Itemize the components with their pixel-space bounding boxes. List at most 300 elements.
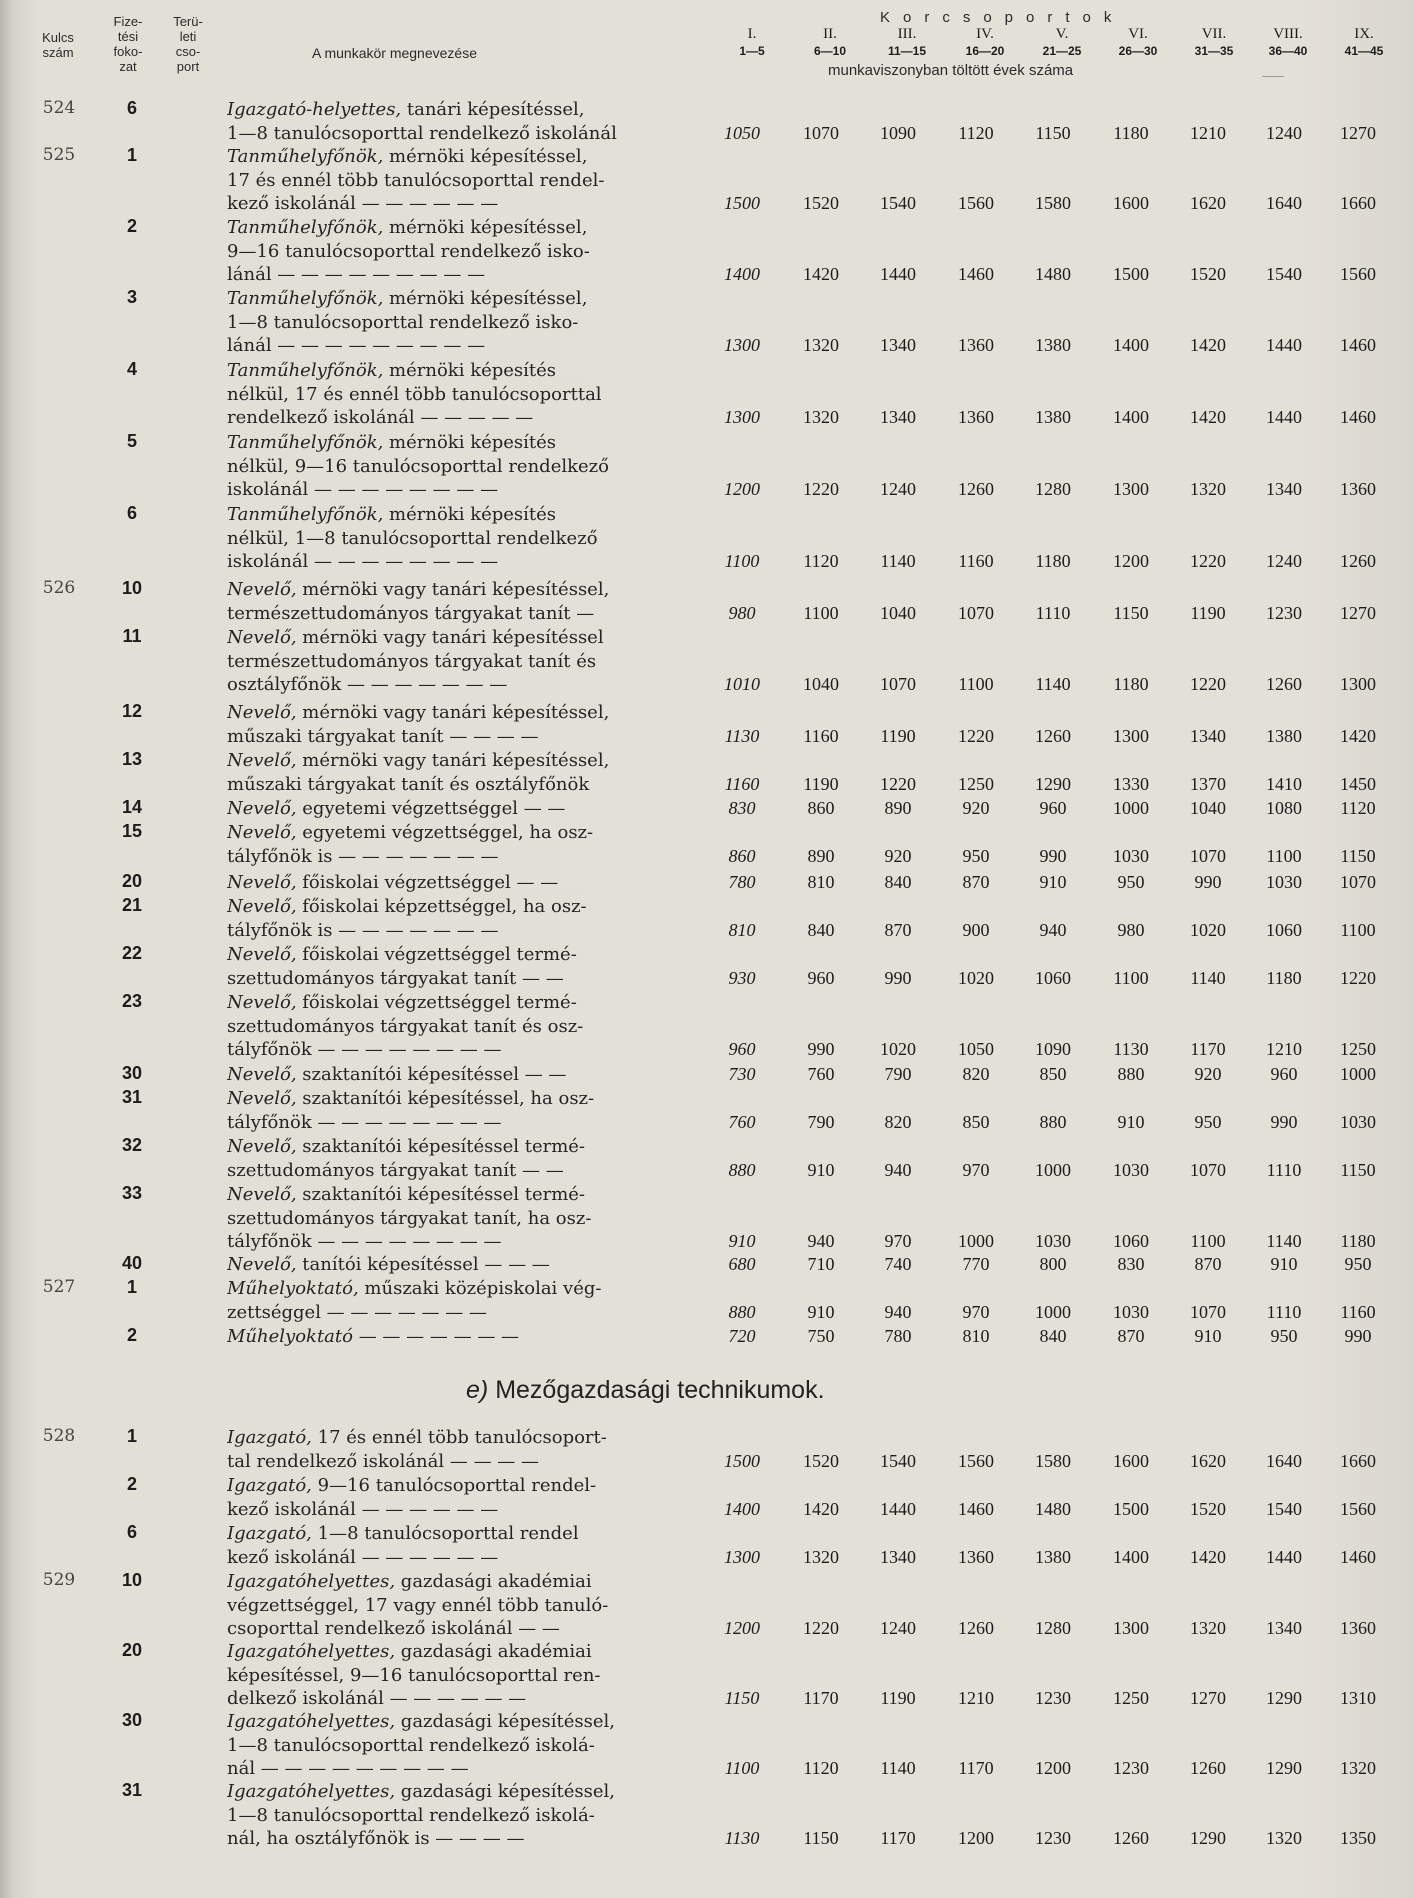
- salary-cell: 1540: [880, 193, 916, 213]
- desc-text: főiskolai végzettséggel termé-: [296, 944, 577, 965]
- desc-text: természettudományos tárgyakat tanít —: [227, 602, 595, 624]
- salary-cell: 1120: [803, 551, 839, 571]
- desc-text: természettudományos tárgyakat tanít és: [227, 650, 597, 672]
- desc-line: [227, 334, 689, 358]
- desc-line: [227, 821, 689, 845]
- salary-cell: 1580: [1035, 193, 1071, 213]
- salary-cell: 1260: [958, 1618, 994, 1638]
- desc-text: műszaki tárgyakat tanít és osztályfőnök: [227, 773, 590, 795]
- desc-text: tal rendelkező iskolánál — — — —: [227, 1450, 540, 1472]
- desc-line: [227, 431, 689, 455]
- salary-cell: 830: [1117, 1254, 1145, 1274]
- kulcs-cell: 524: [42, 98, 76, 118]
- salary-cell: 1000: [1035, 1159, 1071, 1180]
- desc-text: tályfőnök is — — — — — — —: [227, 919, 499, 941]
- table-row: [0, 797, 1414, 821]
- desc-text: 1—8 tanulócsoporttal rendelkező iskolá-: [227, 1804, 595, 1826]
- fokozat-cell: 12: [121, 701, 143, 721]
- desc-text: mérnöki képesítéssel,: [383, 288, 588, 309]
- salary-cell: 1190: [880, 1688, 916, 1708]
- salary-cell: 1210: [958, 1688, 994, 1708]
- munkakor-cell: [227, 216, 689, 287]
- desc-line: [227, 1594, 689, 1618]
- salary-cell: 840: [1039, 1326, 1067, 1346]
- salary-cell: 1660: [1340, 193, 1376, 213]
- column-roman: VII.: [1201, 26, 1227, 42]
- column-header: [1330, 25, 1398, 59]
- table-row: [0, 1135, 1414, 1182]
- salary-cell: 680: [728, 1254, 756, 1274]
- job-title: Nevelő,: [227, 750, 297, 771]
- salary-cell: 970: [962, 1301, 990, 1322]
- column-header: [873, 25, 941, 59]
- section-title: [466, 1376, 825, 1405]
- header-fizetesi-line: tési: [117, 29, 139, 44]
- desc-line: [227, 991, 689, 1015]
- salary-cell: 1360: [1340, 479, 1376, 499]
- desc-text: lánál — — — — — — — — —: [227, 264, 486, 285]
- job-title: Nevelő,: [227, 1088, 297, 1109]
- salary-cell: 1000: [958, 1231, 994, 1251]
- munkakor-cell: [227, 943, 689, 990]
- kulcs-cell: 528: [42, 1426, 76, 1446]
- desc-text: szettudományos tárgyakat tanít — —: [227, 967, 564, 989]
- table-row: [0, 1780, 1414, 1851]
- column-roman: I.: [747, 26, 757, 42]
- column-roman: IV.: [976, 26, 994, 42]
- salary-cell: 880: [728, 1159, 756, 1180]
- salary-cell: 1260: [1266, 674, 1302, 694]
- salary-cell: 1420: [803, 1498, 839, 1519]
- salary-cell: 1150: [1340, 845, 1376, 866]
- desc-text: gazdasági akadémiai: [395, 1641, 592, 1662]
- salary-cell: 940: [1039, 919, 1067, 940]
- desc-line: [227, 1063, 689, 1087]
- salary-cell: 1100: [1190, 1231, 1226, 1251]
- salary-cell: 1500: [724, 1450, 760, 1471]
- desc-line: [227, 1230, 689, 1254]
- desc-text: nélkül, 9—16 tanulócsoporttal rendelkező: [227, 455, 609, 477]
- salary-cell: 1150: [1035, 122, 1071, 143]
- munkakor-cell: [227, 1640, 689, 1711]
- desc-line: [227, 1301, 689, 1325]
- column-header: [718, 25, 786, 59]
- salary-cell: 1320: [1266, 1828, 1302, 1848]
- salary-cell: 1150: [1340, 1159, 1376, 1180]
- salary-cell: 1360: [1340, 1618, 1376, 1638]
- job-title: Igazgatóhelyettes,: [227, 1711, 396, 1732]
- desc-text: csoporttal rendelkező iskolánál — —: [227, 1618, 560, 1639]
- column-range: 26—30: [1118, 44, 1158, 58]
- salary-cell: 950: [1270, 1326, 1298, 1346]
- table-row: [0, 1522, 1414, 1569]
- desc-text: delkező iskolánál — — — — — —: [227, 1688, 527, 1709]
- desc-text: mérnöki vagy tanári képesítéssel,: [296, 702, 610, 723]
- salary-cell: 1140: [1266, 1231, 1302, 1251]
- salary-cell: 990: [1270, 1111, 1298, 1132]
- header-kulcs-line: szám: [42, 45, 74, 60]
- salary-cell: 1150: [803, 1828, 839, 1848]
- salary-cell: 1320: [803, 335, 839, 355]
- job-title: Igazgatóhelyettes,: [227, 1781, 396, 1802]
- salary-cell: 1350: [1340, 1828, 1376, 1848]
- munkakor-cell: [227, 1277, 689, 1324]
- column-range: 41—45: [1344, 44, 1384, 58]
- desc-text: iskolánál — — — — — — — —: [227, 479, 499, 500]
- salary-cell: 870: [1194, 1254, 1222, 1274]
- salary-cell: 1290: [1190, 1828, 1226, 1848]
- table-row: [0, 1570, 1414, 1641]
- salary-cell: 1290: [1266, 1758, 1302, 1778]
- fokozat-cell: 20: [121, 871, 143, 891]
- salary-cell: 1260: [958, 479, 994, 499]
- table-row: [0, 821, 1414, 868]
- salary-cell: 1140: [880, 551, 916, 571]
- table-row: [0, 943, 1414, 990]
- salary-cell: 1050: [958, 1039, 994, 1059]
- table-row: [0, 749, 1414, 796]
- column-roman: IX.: [1354, 26, 1374, 42]
- salary-cell: 1160: [958, 551, 994, 571]
- munkakor-cell: [227, 701, 689, 748]
- salary-cell: 1130: [1113, 1039, 1149, 1059]
- desc-line: [227, 1734, 689, 1758]
- salary-cell: 1400: [1113, 1546, 1149, 1567]
- fokozat-cell: 14: [121, 797, 143, 817]
- salary-cell: 1100: [958, 674, 994, 694]
- salary-cell: 1110: [1266, 1159, 1302, 1180]
- salary-cell: 800: [1039, 1254, 1067, 1274]
- munkakor-cell: [227, 1780, 689, 1851]
- salary-cell: 960: [1039, 798, 1067, 818]
- salary-cell: 1190: [1190, 602, 1226, 623]
- salary-cell: 1320: [1190, 1618, 1226, 1638]
- salary-cell: 870: [962, 872, 990, 892]
- salary-cell: 1030: [1113, 1301, 1149, 1322]
- table-row: [0, 1063, 1414, 1087]
- salary-cell: 980: [1117, 919, 1145, 940]
- column-header: [951, 25, 1019, 59]
- salary-cell: 1320: [803, 407, 839, 427]
- salary-cell: 1400: [724, 1498, 760, 1519]
- salary-cell: 1110: [1035, 602, 1071, 623]
- salary-cell: 1140: [1190, 967, 1226, 988]
- salary-cell: 1400: [1113, 335, 1149, 355]
- salary-cell: 1000: [1340, 1064, 1376, 1084]
- job-title: Nevelő,: [227, 1184, 297, 1205]
- salary-cell: 1520: [1190, 1498, 1226, 1519]
- salary-cell: 1100: [803, 602, 839, 623]
- desc-text: műszaki tárgyakat tanít — — — —: [227, 725, 539, 747]
- column-range: 6—10: [813, 44, 847, 58]
- salary-cell: 1560: [958, 193, 994, 213]
- desc-text: — — — — — — —: [352, 1326, 520, 1347]
- salary-cell: 1070: [803, 122, 839, 143]
- salary-cell: 1640: [1266, 1450, 1302, 1471]
- desc-line: [227, 1617, 689, 1641]
- salary-cell: 1190: [880, 725, 916, 746]
- salary-cell: 1220: [1190, 551, 1226, 571]
- salary-cell: 940: [884, 1301, 912, 1322]
- header-fizetesi-line: Fize-: [113, 14, 143, 29]
- salary-cell: 1380: [1035, 335, 1071, 355]
- salary-cell: 870: [884, 919, 912, 940]
- desc-line: [227, 1498, 689, 1522]
- salary-cell: 1260: [1035, 725, 1071, 746]
- salary-cell: 1150: [724, 1688, 760, 1708]
- column-header: [1254, 25, 1322, 59]
- fokozat-cell: 10: [121, 578, 143, 598]
- job-title: Nevelő,: [227, 1064, 297, 1085]
- salary-cell: 860: [728, 845, 756, 866]
- salary-cell: 1460: [958, 1498, 994, 1519]
- salary-cell: 1340: [880, 1546, 916, 1567]
- salary-cell: 1320: [1190, 479, 1226, 499]
- header-korcsoportok: Korcsoportok: [880, 9, 1125, 26]
- salary-cell: 1280: [1035, 1618, 1071, 1638]
- salary-cell: 1090: [1035, 1039, 1071, 1059]
- table-row: [0, 871, 1414, 895]
- salary-cell: 1300: [724, 407, 760, 427]
- munkakor-cell: [227, 1135, 689, 1182]
- salary-cell: 1520: [1190, 264, 1226, 284]
- desc-text: mérnöki képesítéssel,: [383, 217, 588, 238]
- salary-cell: 1100: [1113, 967, 1149, 988]
- salary-cell: 1020: [958, 967, 994, 988]
- desc-text: végzettséggel, 17 vagy ennél több tanuló-: [227, 1594, 609, 1616]
- header-munkakor: A munkakör megnevezése: [312, 45, 477, 61]
- salary-cell: 1070: [880, 674, 916, 694]
- fokozat-cell: 40: [121, 1253, 143, 1273]
- job-title: Nevelő,: [227, 822, 297, 843]
- salary-cell: 1030: [1035, 1231, 1071, 1251]
- salary-cell: 1130: [724, 1828, 760, 1848]
- munkakor-cell: [227, 749, 689, 796]
- desc-text: rendelkező iskolánál — — — — —: [227, 407, 534, 428]
- job-title: Nevelő,: [227, 872, 297, 893]
- salary-cell: 730: [728, 1064, 756, 1084]
- fokozat-cell: 6: [126, 1522, 137, 1542]
- desc-text: főiskolai végzettséggel — —: [296, 872, 559, 893]
- salary-cell: 1340: [1266, 1618, 1302, 1638]
- salary-cell: 1230: [1035, 1688, 1071, 1708]
- salary-cell: 720: [728, 1326, 756, 1346]
- salary-cell: 970: [962, 1159, 990, 1180]
- salary-cell: 1340: [1266, 479, 1302, 499]
- desc-line: [227, 1570, 689, 1594]
- salary-cell: 1120: [1340, 798, 1376, 818]
- salary-cell: 1250: [1340, 1039, 1376, 1059]
- desc-line: [227, 967, 689, 991]
- desc-line: [227, 216, 689, 240]
- salary-cell: 950: [1194, 1111, 1222, 1132]
- salary-cell: 1400: [724, 264, 760, 284]
- desc-text: nál, ha osztályfőnök is — — — —: [227, 1828, 525, 1849]
- salary-cell: 980: [728, 602, 756, 623]
- salary-cell: 920: [1194, 1064, 1222, 1084]
- salary-cell: 1420: [1190, 335, 1226, 355]
- munkakor-cell: [227, 1253, 689, 1277]
- desc-text: tályfőnök is — — — — — — —: [227, 845, 499, 867]
- munkakor-cell: [227, 1570, 689, 1641]
- salary-cell: 1170: [880, 1828, 916, 1848]
- header-teruleti-line: Terü-: [173, 14, 203, 29]
- table-row: [0, 1474, 1414, 1521]
- salary-cell: 1440: [1266, 335, 1302, 355]
- salary-cell: 940: [884, 1159, 912, 1180]
- fokozat-cell: 31: [121, 1780, 143, 1800]
- desc-line: [227, 1640, 689, 1664]
- fokozat-cell: 20: [121, 1640, 143, 1660]
- desc-line: [227, 1827, 689, 1851]
- salary-cell: 1100: [1266, 845, 1302, 866]
- desc-text: gazdasági képesítéssel,: [395, 1781, 615, 1802]
- salary-cell: 970: [884, 1231, 912, 1251]
- job-title: Nevelő,: [227, 1254, 297, 1275]
- salary-cell: 1190: [803, 773, 839, 794]
- salary-cell: 1500: [724, 193, 760, 213]
- salary-cell: 1480: [1035, 1498, 1071, 1519]
- desc-line: [227, 169, 689, 193]
- desc-line: [227, 1474, 689, 1498]
- salary-cell: 1120: [958, 122, 994, 143]
- salary-cell: 1230: [1266, 602, 1302, 623]
- salary-cell: 1120: [803, 1758, 839, 1778]
- desc-line: [227, 1277, 689, 1301]
- salary-cell: 1440: [1266, 1546, 1302, 1567]
- desc-line: [227, 1687, 689, 1711]
- desc-text: 17 és ennél több tanulócsoporttal rendel-: [227, 169, 605, 191]
- column-roman: VI.: [1128, 26, 1148, 42]
- salary-cell: 710: [807, 1254, 835, 1274]
- salary-cell: 1070: [958, 602, 994, 623]
- desc-line: [227, 895, 689, 919]
- desc-line: [227, 192, 689, 216]
- salary-cell: 1200: [1113, 551, 1149, 571]
- header-fizetesi-line: foko-: [113, 44, 143, 59]
- salary-cell: 910: [1270, 1254, 1298, 1274]
- salary-cell: 1440: [880, 264, 916, 284]
- desc-text: nélkül, 17 és ennél több tanulócsoporttal: [227, 383, 602, 405]
- munkakor-cell: [227, 98, 689, 145]
- desc-line: [227, 1183, 689, 1207]
- salary-cell: 880: [1039, 1111, 1067, 1132]
- salary-cell: 1440: [880, 1498, 916, 1519]
- salary-cell: 1150: [1113, 602, 1149, 623]
- job-title: Nevelő,: [227, 944, 297, 965]
- salary-cell: 1340: [880, 407, 916, 427]
- salary-cell: 1220: [803, 479, 839, 499]
- desc-line: [227, 1426, 689, 1450]
- salary-cell: 1270: [1340, 602, 1376, 623]
- job-title: Igazgató,: [227, 1427, 312, 1448]
- salary-cell: 1580: [1035, 1450, 1071, 1471]
- salary-cell: 1160: [724, 773, 760, 794]
- salary-cell: 810: [962, 1326, 990, 1346]
- job-title: Nevelő,: [227, 579, 297, 600]
- column-roman: V.: [1055, 26, 1069, 42]
- salary-cell: 790: [884, 1064, 912, 1084]
- table-row: [0, 1277, 1414, 1324]
- desc-line: [227, 311, 689, 335]
- fokozat-cell: 15: [121, 821, 143, 841]
- salary-cell: 1180: [1113, 122, 1149, 143]
- salary-cell: 1620: [1190, 1450, 1226, 1471]
- munkakor-cell: [227, 1710, 689, 1781]
- salary-cell: 1560: [1340, 264, 1376, 284]
- desc-text: mérnöki vagy tanári képesítéssel,: [296, 750, 610, 771]
- salary-cell: 1000: [1113, 798, 1149, 818]
- table-row: [0, 359, 1414, 430]
- table-row: [0, 1640, 1414, 1711]
- salary-cell: 1260: [1190, 1758, 1226, 1778]
- salary-cell: 1200: [1035, 1758, 1071, 1778]
- desc-line: [227, 527, 689, 551]
- salary-cell: 1070: [1190, 1159, 1226, 1180]
- desc-line: [227, 383, 689, 407]
- munkakor-cell: [227, 1183, 689, 1254]
- salary-cell: 880: [1117, 1064, 1145, 1084]
- fokozat-cell: 2: [126, 1325, 137, 1345]
- salary-cell: 990: [884, 967, 912, 988]
- desc-text: műszaki középiskolai vég-: [358, 1278, 602, 1299]
- job-title: Tanműhelyfőnök,: [227, 146, 384, 167]
- desc-text: szaktanítói képesítéssel termé-: [296, 1184, 586, 1205]
- salary-cell: 1160: [1340, 1301, 1376, 1322]
- salary-cell: 1450: [1340, 773, 1376, 794]
- desc-text: 1—8 tanulócsoporttal rendelkező iskolánál: [227, 122, 617, 144]
- salary-cell: 840: [884, 872, 912, 892]
- desc-text: szaktanítói képesítéssel — —: [296, 1064, 567, 1085]
- munkakor-cell: [227, 895, 689, 942]
- salary-cell: 940: [807, 1231, 835, 1251]
- desc-line: [227, 1015, 689, 1039]
- desc-text: szettudományos tárgyakat tanít és osz-: [227, 1015, 584, 1037]
- salary-cell: 1440: [1266, 407, 1302, 427]
- desc-line: [227, 1253, 689, 1277]
- column-roman: VIII.: [1273, 26, 1303, 42]
- salary-cell: 1170: [1190, 1039, 1226, 1059]
- desc-text: mérnöki vagy tanári képesítéssel,: [296, 579, 610, 600]
- salary-cell: 1060: [1035, 967, 1071, 988]
- desc-line: [227, 145, 689, 169]
- header-mark: [1262, 76, 1284, 77]
- salary-cell: 990: [1194, 872, 1222, 892]
- desc-text: tanári képesítéssel,: [401, 99, 585, 120]
- salary-cell: 1290: [1035, 773, 1071, 794]
- desc-line: [227, 626, 689, 650]
- salary-cell: 1140: [1035, 674, 1071, 694]
- salary-cell: 780: [884, 1326, 912, 1346]
- table-row: [0, 1710, 1414, 1781]
- fokozat-cell: 1: [126, 145, 137, 165]
- salary-cell: 1380: [1035, 1546, 1071, 1567]
- salary-cell: 1180: [1113, 674, 1149, 694]
- desc-text: iskolánál — — — — — — — —: [227, 551, 499, 572]
- salary-cell: 1250: [1113, 1688, 1149, 1708]
- table-row: [0, 1087, 1414, 1134]
- job-title: Igazgató,: [227, 1475, 312, 1496]
- fokozat-cell: 2: [126, 216, 137, 236]
- table-row: [0, 1426, 1414, 1473]
- salary-cell: 1020: [1190, 919, 1226, 940]
- salary-cell: 1020: [880, 1039, 916, 1059]
- desc-text: tanítói képesítéssel — — —: [296, 1254, 550, 1275]
- desc-line: [227, 1087, 689, 1111]
- job-title: Nevelő,: [227, 896, 297, 917]
- table-row: [0, 1253, 1414, 1277]
- salary-cell: 820: [962, 1064, 990, 1084]
